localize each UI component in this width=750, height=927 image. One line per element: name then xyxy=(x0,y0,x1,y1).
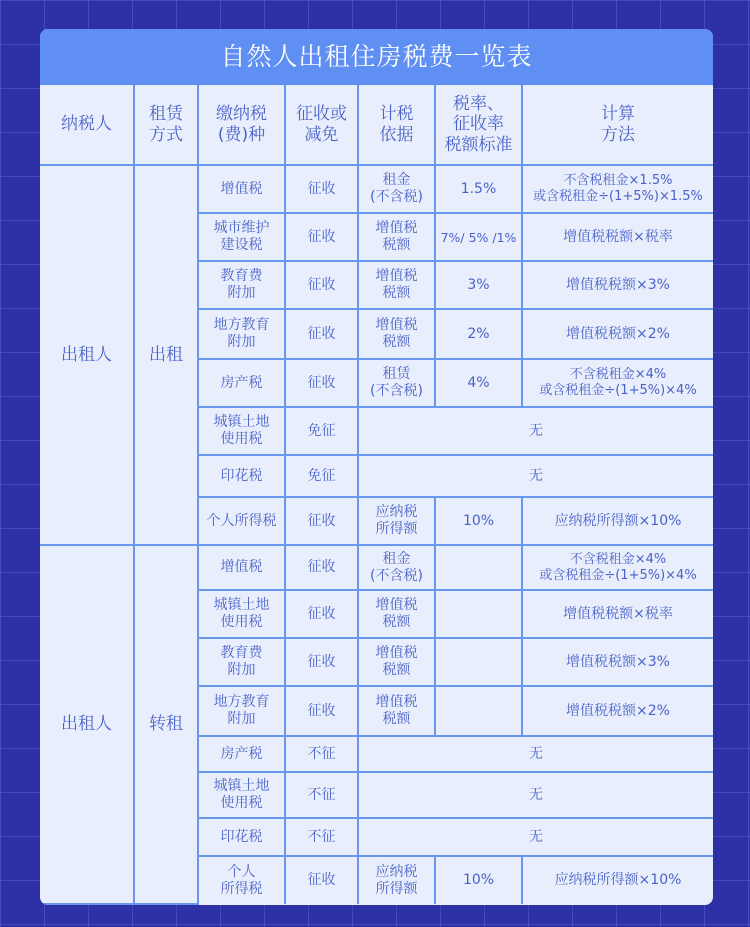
taxpayer-cell: 出租人 xyxy=(40,545,134,904)
calc-method-cell: 增值税税额×3% xyxy=(522,638,713,686)
tax-type-cell: 印花税 xyxy=(198,818,285,856)
status-cell: 不征 xyxy=(285,772,358,818)
not-applicable-cell: 无 xyxy=(358,455,713,497)
lease-method-cell: 转租 xyxy=(134,545,198,904)
tax-basis-cell: 增值税 税额 xyxy=(358,309,435,359)
calc-method-cell: 不含税租金×1.5% 或含税租金÷(1+5%)×1.5% xyxy=(522,165,713,213)
rate-cell: 10% xyxy=(435,856,522,904)
rate-cell xyxy=(435,638,522,686)
tax-type-cell: 城镇土地 使用税 xyxy=(198,407,285,455)
tax-basis-cell: 增值税 税额 xyxy=(358,590,435,638)
status-cell: 征收 xyxy=(285,638,358,686)
tax-type-cell: 地方教育 附加 xyxy=(198,686,285,736)
tax-type-cell: 地方教育 附加 xyxy=(198,309,285,359)
rate-cell xyxy=(435,686,522,736)
tax-basis-cell: 增值税 税额 xyxy=(358,213,435,261)
status-cell: 征收 xyxy=(285,165,358,213)
tax-table-card xyxy=(40,29,713,905)
header-collect-or-exempt: 征收或 减免 xyxy=(285,85,358,165)
tax-type-cell: 房产税 xyxy=(198,359,285,407)
rate-cell: 3% xyxy=(435,261,522,309)
not-applicable-cell: 无 xyxy=(358,772,713,818)
status-cell: 免征 xyxy=(285,455,358,497)
tax-basis-cell: 增值税 税额 xyxy=(358,686,435,736)
header-taxpayer: 纳税人 xyxy=(40,85,134,165)
not-applicable-cell: 无 xyxy=(358,736,713,772)
calc-method-cell: 不含税租金×4% 或含税租金÷(1+5%)×4% xyxy=(522,359,713,407)
status-cell: 免征 xyxy=(285,407,358,455)
status-cell: 征收 xyxy=(285,309,358,359)
calc-method-cell: 增值税税额×3% xyxy=(522,261,713,309)
header-tax-basis: 计税 依据 xyxy=(358,85,435,165)
not-applicable-cell: 无 xyxy=(358,407,713,455)
calc-method-cell: 应纳税所得额×10% xyxy=(522,856,713,904)
tax-basis-cell: 应纳税 所得额 xyxy=(358,856,435,904)
rate-cell: 2% xyxy=(435,309,522,359)
tax-basis-cell: 租金 (不含税) xyxy=(358,165,435,213)
tax-type-cell: 教育费 附加 xyxy=(198,638,285,686)
tax-type-cell: 个人 所得税 xyxy=(198,856,285,904)
tax-type-cell: 城镇土地 使用税 xyxy=(198,590,285,638)
rate-cell: 10% xyxy=(435,497,522,545)
tax-basis-cell: 增值税 税额 xyxy=(358,261,435,309)
status-cell: 不征 xyxy=(285,736,358,772)
table-title: 自然人出租住房税费一览表 xyxy=(40,29,713,85)
tax-basis-cell: 租赁 (不含税) xyxy=(358,359,435,407)
tax-fee-table xyxy=(40,85,713,905)
rate-cell xyxy=(435,545,522,590)
calc-method-cell: 增值税税额×2% xyxy=(522,309,713,359)
status-cell: 征收 xyxy=(285,545,358,590)
header-row xyxy=(40,85,713,165)
tax-type-cell: 教育费 附加 xyxy=(198,261,285,309)
rate-cell: 1.5% xyxy=(435,165,522,213)
status-cell: 征收 xyxy=(285,686,358,736)
calc-method-cell: 不含税租金×4% 或含税租金÷(1+5%)×4% xyxy=(522,545,713,590)
rate-cell xyxy=(435,590,522,638)
tax-type-cell: 增值税 xyxy=(198,545,285,590)
status-cell: 征收 xyxy=(285,261,358,309)
header-rate: 税率、 征收率 税额标准 xyxy=(435,85,522,165)
header-tax-type: 缴纳税 (费)种 xyxy=(198,85,285,165)
calc-method-cell: 应纳税所得额×10% xyxy=(522,497,713,545)
tax-basis-cell: 应纳税 所得额 xyxy=(358,497,435,545)
table-row xyxy=(40,545,713,590)
calc-method-cell: 增值税税额×税率 xyxy=(522,590,713,638)
tax-type-cell: 城镇土地 使用税 xyxy=(198,772,285,818)
tax-basis-cell: 增值税 税额 xyxy=(358,638,435,686)
rate-cell: 7%/ 5% /1% xyxy=(435,213,522,261)
tax-type-cell: 增值税 xyxy=(198,165,285,213)
tax-type-cell: 个人所得税 xyxy=(198,497,285,545)
not-applicable-cell: 无 xyxy=(358,818,713,856)
header-calc-method: 计算 方法 xyxy=(522,85,713,165)
rate-cell: 4% xyxy=(435,359,522,407)
header-lease-method: 租赁 方式 xyxy=(134,85,198,165)
tax-type-cell: 印花税 xyxy=(198,455,285,497)
lease-method-cell: 出租 xyxy=(134,165,198,545)
status-cell: 不征 xyxy=(285,818,358,856)
status-cell: 征收 xyxy=(285,590,358,638)
status-cell: 征收 xyxy=(285,497,358,545)
tax-type-cell: 城市维护 建设税 xyxy=(198,213,285,261)
status-cell: 征收 xyxy=(285,359,358,407)
tax-basis-cell: 租金 (不含税) xyxy=(358,545,435,590)
table-row xyxy=(40,165,713,213)
calc-method-cell: 增值税税额×2% xyxy=(522,686,713,736)
status-cell: 征收 xyxy=(285,856,358,904)
calc-method-cell: 增值税税额×税率 xyxy=(522,213,713,261)
tax-type-cell: 房产税 xyxy=(198,736,285,772)
taxpayer-cell: 出租人 xyxy=(40,165,134,545)
status-cell: 征收 xyxy=(285,213,358,261)
